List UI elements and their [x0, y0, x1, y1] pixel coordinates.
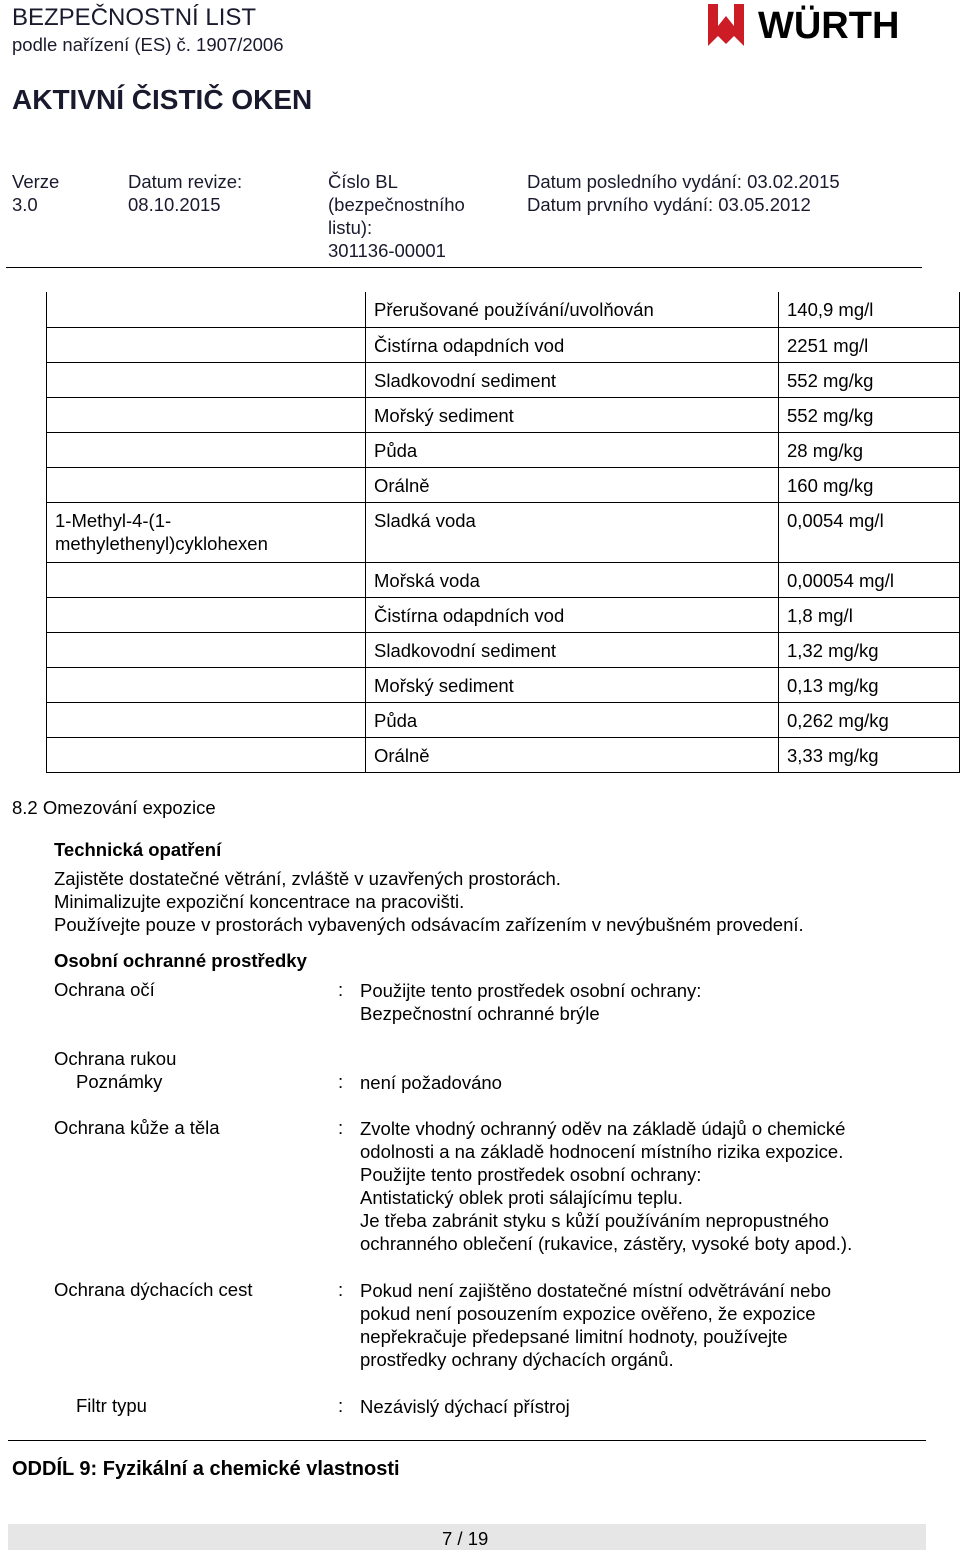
skin-protection-label: Ochrana kůže a těla — [54, 1117, 220, 1138]
colon: : — [338, 1117, 344, 1138]
colon: : — [338, 1395, 344, 1416]
technical-measure-line: Používejte pouze v prostorách vybavených odsávacím zařízením v nevýbušném provedení. — [54, 914, 804, 935]
table-cell-value: 0,0054 mg/l — [779, 502, 960, 562]
table-row — [47, 432, 960, 467]
table-cell-value: 1,8 mg/l — [779, 597, 960, 632]
regulation-text: podle nařízení (ES) č. 1907/2006 — [12, 34, 284, 55]
table-row — [47, 632, 960, 667]
eye-protection-line: Bezpečnostní ochranné brýle — [360, 1003, 600, 1024]
substance-name-line-2: methylethenyl)cyklohexen — [55, 532, 268, 554]
colon: : — [338, 1279, 344, 1300]
table-row — [47, 362, 960, 397]
table-row — [47, 327, 960, 362]
table-cell-compartment: Orálně — [366, 737, 779, 772]
wurth-logo-text: WÜRTH — [758, 5, 900, 47]
table-cell-value: 28 mg/kg — [779, 432, 960, 467]
pnec-table — [46, 292, 960, 773]
skin-protection-line: Antistatický oblek proti sálajícímu teplu. — [360, 1187, 683, 1208]
table-row — [47, 702, 960, 737]
table-cell-compartment: Přerušované používání/uvolňován — [366, 292, 779, 327]
hand-notes-value: není požadováno — [360, 1072, 502, 1093]
table-cell-substance — [47, 502, 366, 562]
table-cell-value: 1,32 mg/kg — [779, 632, 960, 667]
table-cell-compartment: Sladkovodní sediment — [366, 632, 779, 667]
revision-value: 08.10.2015 — [128, 194, 221, 215]
product-name: AKTIVNÍ ČISTIČ OKEN — [12, 84, 313, 115]
table-row — [47, 292, 960, 327]
sds-number-label-3: listu): — [328, 217, 373, 238]
skin-protection-value — [360, 1117, 852, 1255]
table-cell-value: 2251 mg/l — [779, 327, 960, 362]
skin-protection-line: Zvolte vhodný ochranný oděv na základě údajů o chemické — [360, 1118, 846, 1139]
table-row — [47, 467, 960, 502]
table-cell-compartment: Orálně — [366, 467, 779, 502]
sds-number-label-1: Číslo BL — [328, 171, 398, 192]
sds-number-label-2: (bezpečnostního — [328, 194, 465, 215]
wurth-logo-icon — [706, 2, 926, 50]
skin-protection-line: ochranného oblečení (rukavice, zástěry, vysoké boty apod.). — [360, 1233, 853, 1254]
respiratory-protection-line: prostředky ochrany dýchacích orgánů. — [360, 1349, 674, 1370]
table-cell-compartment: Půda — [366, 702, 779, 737]
sds-number-value: 301136-00001 — [328, 240, 446, 261]
technical-measures-heading: Technická opatření — [54, 839, 222, 860]
section-divider — [8, 1440, 926, 1441]
respiratory-protection-label: Ochrana dýchacích cest — [54, 1279, 253, 1300]
last-issue-date: Datum posledního vydání: 03.02.2015 — [527, 171, 840, 192]
table-cell-compartment: Čistírna odapdních vod — [366, 597, 779, 632]
revision-label: Datum revize: — [128, 171, 243, 192]
skin-protection-line: Použijte tento prostředek osobní ochrany: — [360, 1164, 702, 1185]
table-cell-compartment: Mořská voda — [366, 562, 779, 597]
technical-measure-line: Minimalizujte expoziční koncentrace na pracovišti. — [54, 891, 465, 912]
colon: : — [338, 1071, 344, 1092]
table-cell-value: 140,9 mg/l — [779, 292, 960, 327]
table-cell-value: 3,33 mg/kg — [779, 737, 960, 772]
table-cell-compartment: Mořský sediment — [366, 397, 779, 432]
respiratory-protection-line: pokud není posouzením expozice ověřeno, že expozice — [360, 1303, 816, 1324]
respiratory-protection-value — [360, 1279, 831, 1371]
respiratory-protection-line: Pokud není zajištěno dostatečné místní odvětrávání nebo — [360, 1280, 832, 1301]
table-cell-value: 0,00054 mg/l — [779, 562, 960, 597]
version-label: Verze — [12, 171, 60, 192]
table-cell-compartment: Mořský sediment — [366, 667, 779, 702]
section-8-2-heading: 8.2 Omezování expozice — [12, 797, 216, 818]
table-row — [47, 737, 960, 772]
filter-type-label: Filtr typu — [76, 1395, 147, 1416]
document-title: BEZPEČNOSTNÍ LIST — [12, 4, 257, 31]
table-cell-value: 160 mg/kg — [779, 467, 960, 502]
version-value: 3.0 — [12, 194, 38, 215]
filter-type-value: Nezávislý dýchací přístroj — [360, 1396, 570, 1417]
table-row — [47, 397, 960, 432]
table-row — [47, 502, 960, 562]
table-cell-value: 552 mg/kg — [779, 397, 960, 432]
ppe-heading: Osobní ochranné prostředky — [54, 950, 307, 971]
skin-protection-line: odolnosti a na základě hodnocení místního rizika expozice. — [360, 1141, 844, 1162]
first-issue-date: Datum prvního vydání: 03.05.2012 — [527, 194, 811, 215]
table-cell-compartment: Sladká voda — [366, 502, 779, 562]
table-row — [47, 562, 960, 597]
table-cell-value: 0,13 mg/kg — [779, 667, 960, 702]
table-row — [47, 667, 960, 702]
technical-measure-line: Zajistěte dostatečné větrání, zvláště v uzavřených prostorách. — [54, 868, 561, 889]
hand-protection-label: Ochrana rukou — [54, 1048, 177, 1069]
skin-protection-line: Je třeba zabránit styku s kůží používáním nepropustného — [360, 1210, 829, 1231]
hand-notes-label: Poznámky — [76, 1071, 163, 1092]
page-number: 7 / 19 — [442, 1528, 489, 1549]
respiratory-protection-line: nepřekračuje předepsané limitní hodnoty, používejte — [360, 1326, 788, 1347]
eye-protection-value — [360, 979, 701, 1025]
header-divider — [6, 267, 922, 268]
table-cell-value: 0,262 mg/kg — [779, 702, 960, 737]
eye-protection-line: Použijte tento prostředek osobní ochrany: — [360, 980, 702, 1001]
wurth-logo — [706, 2, 926, 50]
eye-protection-label: Ochrana očí — [54, 979, 155, 1000]
table-cell-compartment: Půda — [366, 432, 779, 467]
table-cell-compartment: Sladkovodní sediment — [366, 362, 779, 397]
section-9-heading: ODDÍL 9: Fyzikální a chemické vlastnosti — [12, 1458, 400, 1480]
table-cell-compartment: Čistírna odapdních vod — [366, 327, 779, 362]
table-cell-value: 552 mg/kg — [779, 362, 960, 397]
substance-name-line-1: 1-Methyl-4-(1- — [55, 509, 172, 531]
table-row — [47, 597, 960, 632]
colon: : — [338, 979, 344, 1000]
